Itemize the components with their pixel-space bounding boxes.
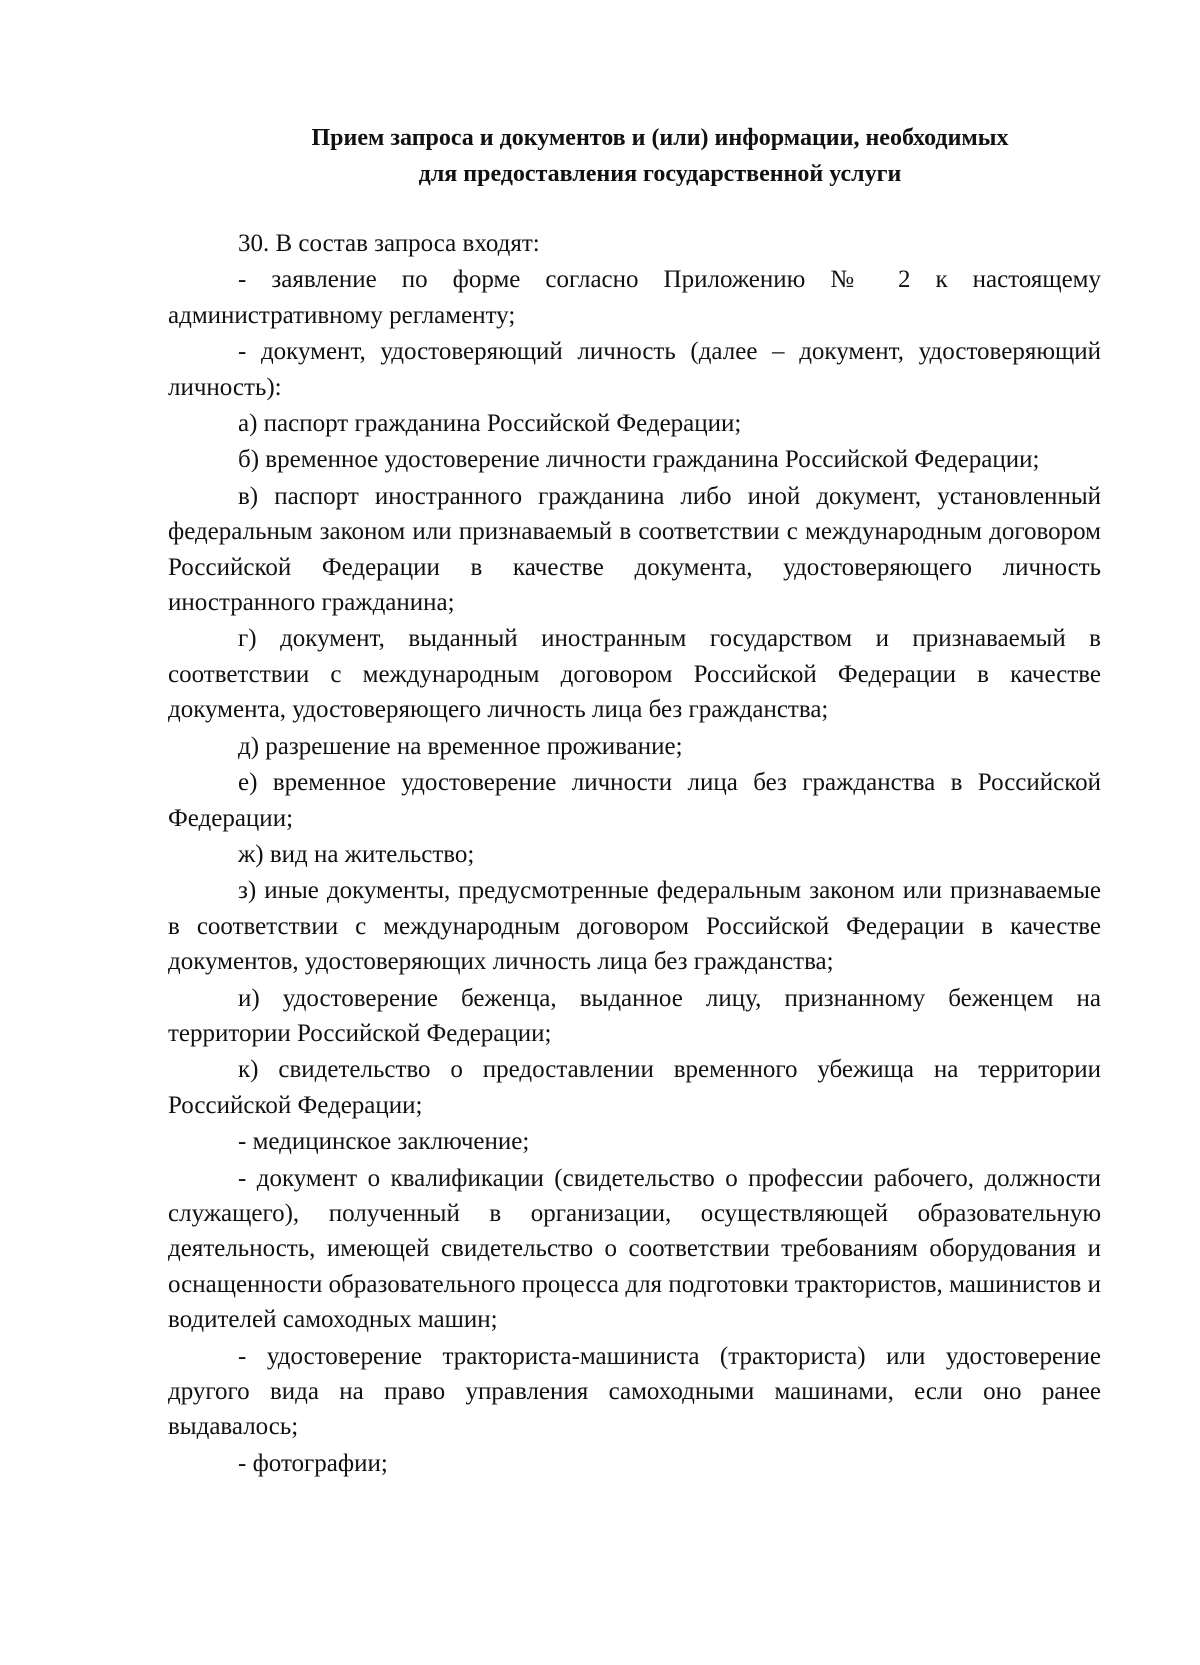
heading-line-2: для предоставления государственной услуги (418, 161, 902, 187)
paragraph: и) удостоверение беженца, выданное лицу, признанному беженцем на территории Российской Федерации; (168, 984, 1101, 1047)
paragraph: г) документ, выданный иностранным государством и признаваемый в соответствии с международным договором Российской Федерации в качестве документа, удостоверяющего личность лица без гражданства; (168, 625, 1101, 724)
paragraph: - медицинское заключение; (238, 1128, 530, 1156)
paragraph: з) иные документы, предусмотренные федеральным законом или признаваемые в соответствии с международным договором Российской Федерации в качестве документов, удостоверяющих личность лица без гражданства; (168, 877, 1101, 976)
paragraph: в) паспорт иностранного гражданина либо иной документ, установленный федеральным законом или признаваемый в соответствии с международным договором Российской Федерации в качестве документа, удостоверяющего личность иностранного гражданина; (168, 482, 1101, 617)
paragraph: - заявление по форме согласно Приложению № 2 к настоящему административному регламенту; (168, 266, 1101, 329)
paragraph: - документ о квалификации (свидетельство о профессии рабочего, должности служащего), полученный в организации, осуществляющей образовательную деятельность, имеющей свидетельство о соответствии требованиям оборудования и оснащенности образовательного процесса для подготовки трактористов, машинистов и водителей самоходных машин; (168, 1164, 1101, 1334)
paragraph: а) паспорт гражданина Российской Федерации; (238, 410, 742, 438)
paragraph: - документ, удостоверяющий личность (далее – документ, удостоверяющий личность): (168, 338, 1101, 401)
paragraph: 30. В состав запроса входят: (238, 230, 540, 257)
document-body (168, 226, 1101, 1482)
heading-line-1: Прием запроса и документов и (или) информации, необходимых (311, 125, 1009, 151)
paragraph: - удостоверение тракториста-машиниста (тракториста) или удостоверение другого вида на право управления самоходными машинами, если оно ранее выдавалось; (168, 1342, 1101, 1441)
paragraph: д) разрешение на временное проживание; (238, 732, 683, 760)
paragraph: к) свидетельство о предоставлении временного убежища на территории Российской Федерации; (168, 1056, 1101, 1119)
paragraph: б) временное удостоверение личности гражданина Российской Федерации; (238, 446, 1040, 474)
paragraph: - фотографии; (238, 1449, 388, 1477)
paragraph: е) временное удостоверение личности лица без гражданства в Российской Федерации; (168, 769, 1101, 832)
section-heading (180, 120, 1140, 192)
paragraph: ж) вид на жительство; (238, 840, 475, 868)
